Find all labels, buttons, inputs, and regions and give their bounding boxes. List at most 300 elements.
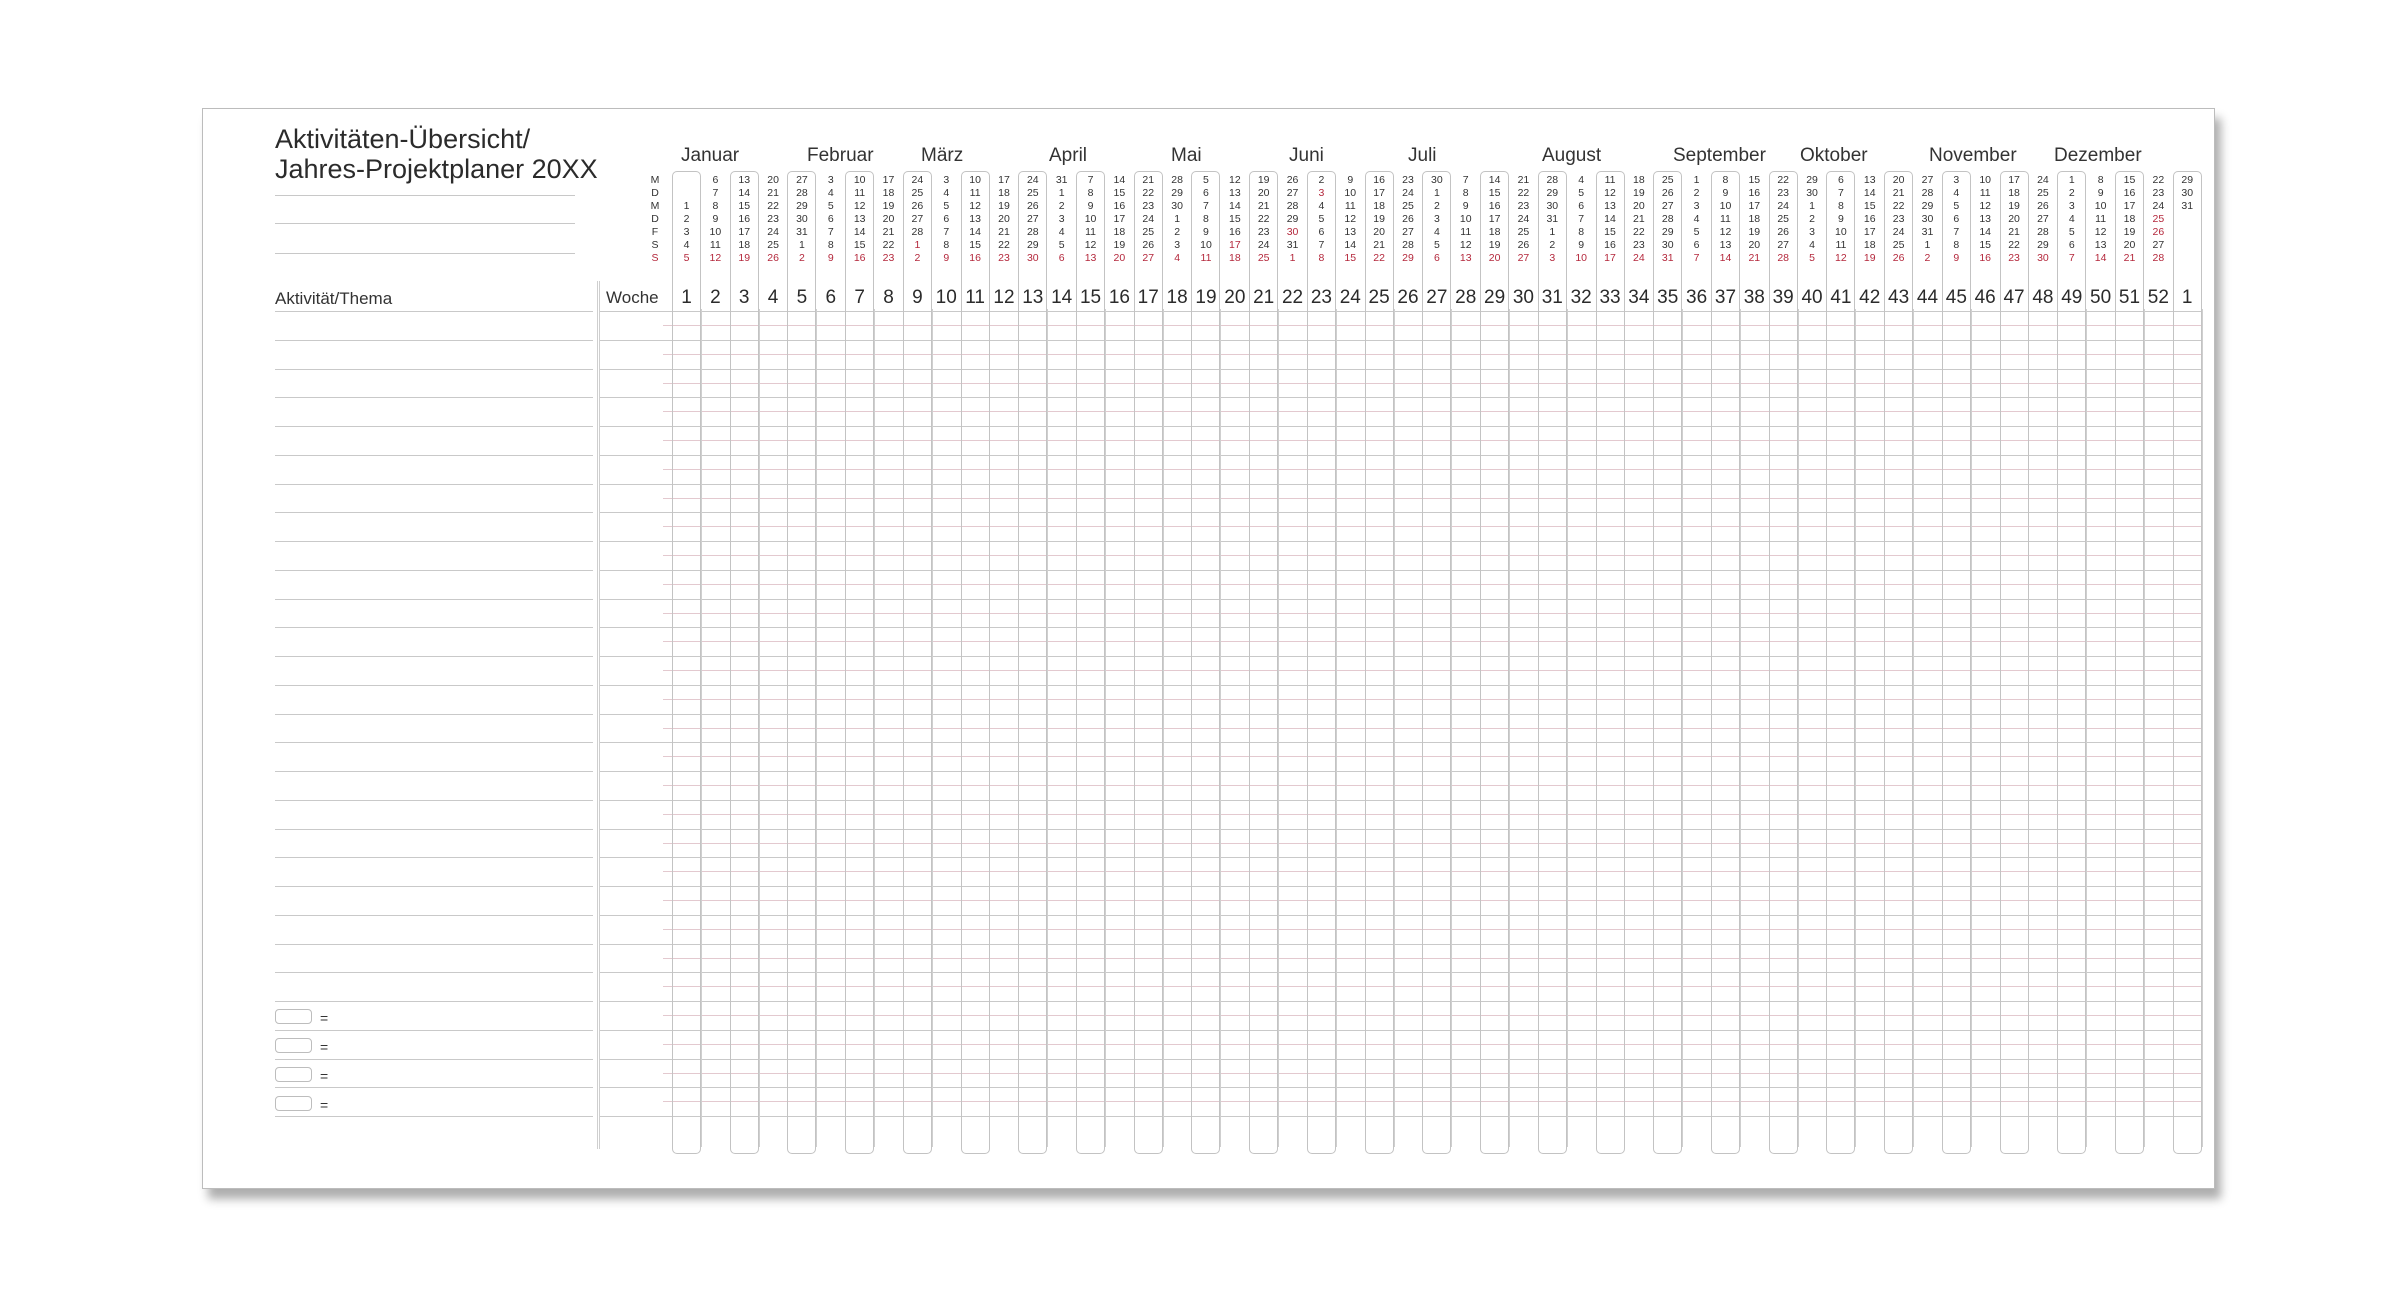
date-cell: 21 — [767, 187, 779, 199]
date-cell-holiday: 27 — [1517, 252, 1530, 264]
legend-equals: = — [320, 1068, 329, 1084]
month-label: Oktober — [1800, 145, 1868, 166]
date-cell: 29 — [796, 200, 808, 212]
week-number: 29 — [1484, 287, 1506, 308]
date-cell: 24 — [1257, 239, 1270, 251]
date-cell: 25 — [1026, 187, 1039, 199]
date-cell: 4 — [1953, 187, 1960, 199]
date-cell: 10 — [1979, 174, 1992, 186]
week-date-column — [933, 174, 960, 265]
week-date-column — [817, 174, 844, 265]
week-number: 10 — [935, 287, 957, 308]
date-cell: 13 — [1344, 226, 1357, 238]
date-cell: 12 — [1459, 239, 1472, 251]
date-cell: 24 — [2152, 200, 2165, 212]
date-cell: 8 — [1087, 187, 1094, 199]
week-number: 15 — [1079, 287, 1102, 308]
week-date-column — [1510, 174, 1537, 265]
date-cell: 23 — [1633, 239, 1645, 251]
date-cell: 6 — [827, 213, 834, 225]
activity-row-line — [275, 311, 593, 312]
date-cell: 30 — [1546, 200, 1559, 212]
date-cell: 9 — [1087, 200, 1094, 212]
week-number: 51 — [2118, 287, 2141, 308]
legend-equals: = — [320, 1010, 329, 1026]
week-number: 40 — [1801, 287, 1823, 308]
date-cell: 14 — [969, 226, 981, 238]
week-pill — [2173, 171, 2202, 1154]
date-cell: 24 — [1026, 174, 1039, 186]
date-cell: 4 — [683, 239, 690, 251]
date-cell: 14 — [1113, 174, 1126, 186]
date-cell: 31 — [1921, 226, 1934, 238]
date-cell: 27 — [1777, 239, 1790, 251]
date-cell-holiday: 9 — [1953, 252, 1960, 264]
activity-row-line — [275, 397, 593, 398]
week-pill — [1134, 171, 1163, 1154]
date-cell: 22 — [1633, 226, 1645, 238]
date-cell: 8 — [1203, 213, 1209, 225]
date-cell-holiday: 10 — [1575, 252, 1587, 264]
week-number: 41 — [1830, 287, 1852, 308]
week-date-column — [1741, 174, 1768, 265]
week-date-column — [1712, 174, 1739, 265]
date-cell: 19 — [1748, 226, 1761, 238]
date-cell: 2 — [1549, 239, 1556, 251]
date-cell: 30 — [2181, 187, 2194, 199]
date-cell-holiday: 7 — [2068, 252, 2075, 264]
date-cell: 15 — [853, 239, 866, 251]
date-cell: 29 — [1806, 174, 1818, 186]
date-cell: 4 — [1058, 226, 1065, 238]
week-number: 37 — [1714, 287, 1737, 308]
week-date-column — [2087, 174, 2114, 265]
grid-col-line — [1336, 309, 1337, 1147]
date-cell: 14 — [1228, 200, 1241, 212]
date-cell: 29 — [1661, 226, 1674, 238]
date-cell: 28 — [1026, 226, 1039, 238]
week-date-column — [1625, 174, 1652, 265]
date-cell-holiday: 21 — [1748, 252, 1761, 264]
date-cell: 16 — [1228, 226, 1241, 238]
date-cell: 26 — [1026, 200, 1039, 212]
month-label: Januar — [681, 145, 740, 166]
month-label: September — [1673, 145, 1766, 166]
date-cell: 8 — [1953, 239, 1960, 251]
date-cell: 5 — [1318, 213, 1325, 225]
month-label: Juni — [1289, 145, 1324, 166]
date-cell-holiday: 2 — [799, 252, 805, 264]
date-cell: 30 — [796, 213, 808, 225]
activity-row-line — [275, 972, 593, 973]
date-cell-holiday: 12 — [1835, 252, 1847, 264]
date-cell: 18 — [1488, 226, 1501, 238]
date-cell: 5 — [1693, 226, 1700, 238]
date-cell-holiday — [644, 252, 671, 265]
week-date-column — [1395, 174, 1422, 265]
date-cell: 7 — [1837, 187, 1844, 199]
planner-title-line2: Jahres-Projektplaner 20XX — [275, 154, 598, 184]
date-cell: 12 — [853, 200, 866, 212]
week-number: 1 — [2181, 287, 2193, 308]
week-date-column — [702, 174, 729, 265]
week-number: 4 — [767, 287, 779, 308]
date-cell: 12 — [1979, 200, 1992, 212]
date-cell: 22 — [1257, 213, 1270, 225]
date-cell-holiday: 23 — [2008, 252, 2020, 264]
date-cell: 3 — [2068, 200, 2075, 212]
date-cell: 5 — [1433, 239, 1440, 251]
date-cell: 24 — [1777, 200, 1790, 212]
date-cell: 7 — [827, 226, 834, 238]
date-cell-holiday: 26 — [767, 252, 779, 264]
date-cell: 2 — [683, 213, 690, 225]
date-cell: 25 — [1892, 239, 1905, 251]
date-cell: 21 — [1892, 187, 1905, 199]
grid-col-line — [2202, 309, 2203, 1147]
week-pill — [1365, 171, 1394, 1154]
date-cell: 18 — [998, 187, 1010, 199]
week-date-column — [644, 174, 671, 265]
date-cell: 27 — [1026, 213, 1039, 225]
date-cell: 7 — [1953, 226, 1960, 238]
date-cell: 7 — [1087, 174, 1094, 186]
date-cell: 10 — [1835, 226, 1847, 238]
week-number: 20 — [1224, 287, 1246, 308]
week-date-column — [1135, 174, 1162, 265]
week-date-column — [1164, 174, 1191, 265]
date-cell: 3 — [1953, 174, 1960, 186]
week-date-column — [1221, 174, 1248, 265]
date-cell: 10 — [969, 174, 981, 186]
title-underline — [275, 253, 575, 254]
date-cell: 9 — [1722, 187, 1729, 199]
date-cell: 12 — [1084, 239, 1097, 251]
date-cell: 12 — [1228, 174, 1241, 186]
date-cell: 28 — [796, 187, 808, 199]
week-date-column — [2145, 174, 2172, 265]
date-cell: 19 — [1257, 174, 1270, 186]
grid-col-line — [1913, 309, 1914, 1147]
week-date-column — [1048, 174, 1075, 265]
date-cell: 19 — [2008, 200, 2020, 212]
activity-row-line — [275, 1001, 593, 1002]
week-number: 25 — [1368, 287, 1390, 308]
date-cell: 9 — [1203, 226, 1209, 238]
date-cell: 8 — [1722, 174, 1729, 186]
week-number: 48 — [2032, 287, 2054, 308]
date-cell: 25 — [2037, 187, 2049, 199]
week-number: 38 — [1743, 287, 1765, 308]
week-number: 32 — [1570, 287, 1592, 308]
date-cell: 30 — [1431, 174, 1443, 186]
date-cell: 26 — [1661, 187, 1674, 199]
week-pill — [1942, 171, 1971, 1154]
date-cell: 25 — [1142, 226, 1155, 238]
week-number: 49 — [2061, 287, 2083, 308]
date-cell: 11 — [969, 187, 981, 199]
week-number: 2 — [710, 287, 721, 308]
date-cell: 17 — [1488, 213, 1501, 225]
date-cell: 20 — [2008, 213, 2020, 225]
date-cell: 20 — [1748, 239, 1761, 251]
month-label: Februar — [807, 145, 874, 166]
week-number: 50 — [2090, 287, 2112, 308]
week-number: 19 — [1195, 287, 1217, 308]
date-cell-holiday: 3 — [1318, 187, 1325, 199]
date-cell: 13 — [969, 213, 981, 225]
grid-col-line — [989, 309, 990, 1147]
grid-col-line — [759, 309, 760, 1147]
date-cell: 22 — [767, 200, 779, 212]
activity-row-line — [275, 541, 593, 542]
week-date-column — [2116, 174, 2143, 265]
week-date-column — [1019, 174, 1046, 265]
date-cell: 11 — [854, 187, 866, 199]
week-number: 52 — [2147, 287, 2169, 308]
week-pill — [1249, 171, 1278, 1154]
date-cell-holiday: 6 — [1058, 252, 1065, 264]
month-label: Juli — [1408, 145, 1437, 166]
date-cell: 21 — [1142, 174, 1155, 186]
week-number: 28 — [1455, 287, 1477, 308]
week-number: 22 — [1281, 287, 1304, 308]
date-cell: 28 — [1546, 174, 1559, 186]
date-cell: 18 — [1748, 213, 1761, 225]
week-pill — [1422, 171, 1451, 1154]
grid-col-line — [1163, 309, 1164, 1147]
date-cell-holiday: 17 — [1604, 252, 1616, 264]
weekday-label: D — [651, 213, 659, 225]
date-cell: 23 — [1402, 174, 1414, 186]
date-cell: 3 — [943, 174, 950, 186]
date-cell: 19 — [882, 200, 895, 212]
grid-col-line — [1624, 309, 1625, 1147]
date-cell — [644, 239, 671, 252]
grid-col-line — [1971, 309, 1972, 1147]
week-date-column — [1337, 174, 1364, 265]
activity-row-line — [275, 570, 593, 571]
date-cell: 3 — [1058, 213, 1065, 225]
date-cell-holiday: 2 — [1924, 252, 1931, 264]
date-cell — [2174, 239, 2201, 252]
weekday-label: S — [651, 239, 659, 251]
legend-key-box[interactable] — [275, 1009, 312, 1024]
week-number: 14 — [1051, 287, 1073, 308]
date-cell-holiday: 19 — [738, 252, 751, 264]
activity-row-line — [275, 340, 593, 341]
date-cell: 31 — [1286, 239, 1299, 251]
date-cell: 30 — [1171, 200, 1183, 212]
date-cell — [2174, 226, 2201, 239]
date-cell: 1 — [1549, 226, 1556, 238]
week-date-column — [1452, 174, 1479, 265]
date-cell: 9 — [1347, 174, 1354, 186]
week-pill — [1596, 171, 1625, 1154]
date-cell: 4 — [1318, 200, 1325, 212]
date-cell-holiday: 14 — [2094, 252, 2107, 264]
date-cell: 10 — [1200, 239, 1212, 251]
legend-key-box[interactable] — [275, 1038, 312, 1053]
date-cell: 2 — [2068, 187, 2075, 199]
date-cell: 27 — [1402, 226, 1414, 238]
week-number: 6 — [825, 287, 837, 308]
date-cell: 16 — [1113, 200, 1126, 212]
date-cell: 8 — [2097, 174, 2104, 186]
week-date-column — [990, 174, 1017, 265]
week-date-column — [1856, 174, 1883, 265]
week-date-column — [731, 174, 758, 265]
date-cell: 4 — [1693, 213, 1700, 225]
date-cell-holiday: 5 — [1809, 252, 1815, 264]
date-cell: 28 — [1402, 239, 1414, 251]
date-cell: 3 — [1433, 213, 1440, 225]
date-cell: 24 — [1517, 213, 1530, 225]
date-cell: 3 — [827, 174, 834, 186]
date-cell-holiday — [2174, 252, 2201, 265]
date-cell: 25 — [911, 187, 924, 199]
date-cell: 21 — [1257, 200, 1270, 212]
activity-row-line — [275, 829, 593, 830]
date-cell: 26 — [1142, 239, 1155, 251]
grid-col-line — [1509, 309, 1510, 1147]
date-cell-holiday: 25 — [2152, 213, 2165, 225]
date-cell: 15 — [1488, 187, 1501, 199]
date-cell-holiday: 20 — [1488, 252, 1501, 264]
date-cell: 16 — [738, 213, 751, 225]
date-cell: 17 — [2123, 200, 2136, 212]
date-cell: 20 — [998, 213, 1010, 225]
date-cell: 20 — [1257, 187, 1270, 199]
date-cell: 1 — [1693, 174, 1700, 186]
date-cell: 18 — [2123, 213, 2136, 225]
date-cell: 5 — [1953, 200, 1960, 212]
date-cell-holiday: 16 — [1979, 252, 1992, 264]
activity-row-line — [275, 1030, 593, 1031]
week-pill — [1076, 171, 1105, 1154]
date-cell: 3 — [1174, 239, 1181, 251]
week-date-column — [1770, 174, 1797, 265]
week-date-column — [962, 174, 989, 265]
date-cell: 17 — [998, 174, 1010, 186]
date-cell: 22 — [1892, 200, 1905, 212]
week-date-column — [1106, 174, 1133, 265]
date-cell: 6 — [1837, 174, 1844, 186]
date-cell: 25 — [767, 239, 779, 251]
date-cell: 31 — [1546, 213, 1559, 225]
weekday-label: F — [651, 226, 659, 238]
week-column-header: Woche — [606, 288, 659, 307]
date-cell: 29 — [1286, 213, 1299, 225]
month-label: November — [1929, 145, 2017, 166]
week-date-column — [1914, 174, 1941, 265]
activity-row-line — [275, 484, 593, 485]
week-date-column — [1885, 174, 1912, 265]
date-cell: 4 — [1578, 174, 1585, 186]
activity-row-line — [275, 944, 593, 945]
date-cell: 23 — [1257, 226, 1270, 238]
date-cell: 1 — [799, 239, 805, 251]
date-cell: 28 — [1286, 200, 1299, 212]
date-cell: 8 — [827, 239, 834, 251]
date-cell: 24 — [2037, 174, 2049, 186]
date-cell: 23 — [1892, 213, 1905, 225]
date-cell: 1 — [1809, 200, 1815, 212]
week-date-column — [1597, 174, 1624, 265]
grid-col-line — [1047, 309, 1048, 1147]
date-cell: 30 — [1661, 239, 1674, 251]
activity-row-line — [275, 369, 593, 370]
date-cell: 20 — [1892, 174, 1905, 186]
date-cell: 22 — [882, 239, 895, 251]
date-cell: 10 — [1344, 187, 1357, 199]
week-date-column — [1481, 174, 1508, 265]
grid-col-line — [1451, 309, 1452, 1147]
legend-key-box[interactable] — [275, 1096, 312, 1111]
date-cell-holiday: 17 — [1228, 239, 1241, 251]
activity-row-line — [275, 800, 593, 801]
week-number: 7 — [854, 287, 865, 308]
date-cell: 10 — [1719, 200, 1732, 212]
date-cell-holiday: 26 — [2152, 226, 2165, 238]
date-cell: 11 — [1460, 226, 1472, 238]
grid-col-line — [1855, 309, 1856, 1147]
date-cell: 20 — [1373, 226, 1385, 238]
date-cell: 22 — [998, 239, 1010, 251]
date-cell: 27 — [2037, 213, 2049, 225]
week-number: 45 — [1945, 287, 1967, 308]
date-cell: 12 — [2094, 226, 2107, 238]
activity-column-header: Aktivität/Thema — [275, 289, 393, 308]
date-cell: 9 — [1837, 213, 1844, 225]
legend-equals: = — [320, 1097, 329, 1113]
date-cell: 4 — [1809, 239, 1815, 251]
date-cell: 26 — [1402, 213, 1414, 225]
week-date-column — [1683, 174, 1710, 265]
date-cell: 26 — [911, 200, 924, 212]
date-cell — [644, 226, 671, 239]
date-cell: 15 — [1228, 213, 1241, 225]
date-cell-holiday: 27 — [1142, 252, 1155, 264]
date-cell: 19 — [1373, 213, 1385, 225]
date-cell: 11 — [1835, 239, 1847, 251]
date-cell: 14 — [1863, 187, 1876, 199]
month-label: Mai — [1171, 145, 1202, 166]
date-cell: 21 — [1373, 239, 1385, 251]
date-cell: 18 — [1633, 174, 1645, 186]
date-cell: 20 — [882, 213, 895, 225]
date-cell-holiday: 16 — [969, 252, 981, 264]
date-cell: 5 — [943, 200, 950, 212]
date-cell — [644, 213, 671, 226]
date-cell-holiday: 31 — [1661, 252, 1674, 264]
date-cell: 23 — [1142, 200, 1155, 212]
date-cell: 26 — [2037, 200, 2049, 212]
week-number: 18 — [1166, 287, 1188, 308]
date-cell: 19 — [1113, 239, 1126, 251]
date-cell: 1 — [1058, 187, 1065, 199]
date-cell: 29 — [2037, 239, 2049, 251]
week-pill — [1653, 171, 1682, 1154]
date-cell: 24 — [1892, 226, 1905, 238]
date-cell-holiday: 11 — [1200, 252, 1212, 264]
date-cell: 23 — [2152, 187, 2165, 199]
date-cell: 10 — [709, 226, 722, 238]
date-cell: 6 — [1203, 187, 1209, 199]
date-cell: 29 — [1546, 187, 1559, 199]
legend-key-box[interactable] — [275, 1067, 312, 1082]
week-date-column — [1943, 174, 1970, 265]
